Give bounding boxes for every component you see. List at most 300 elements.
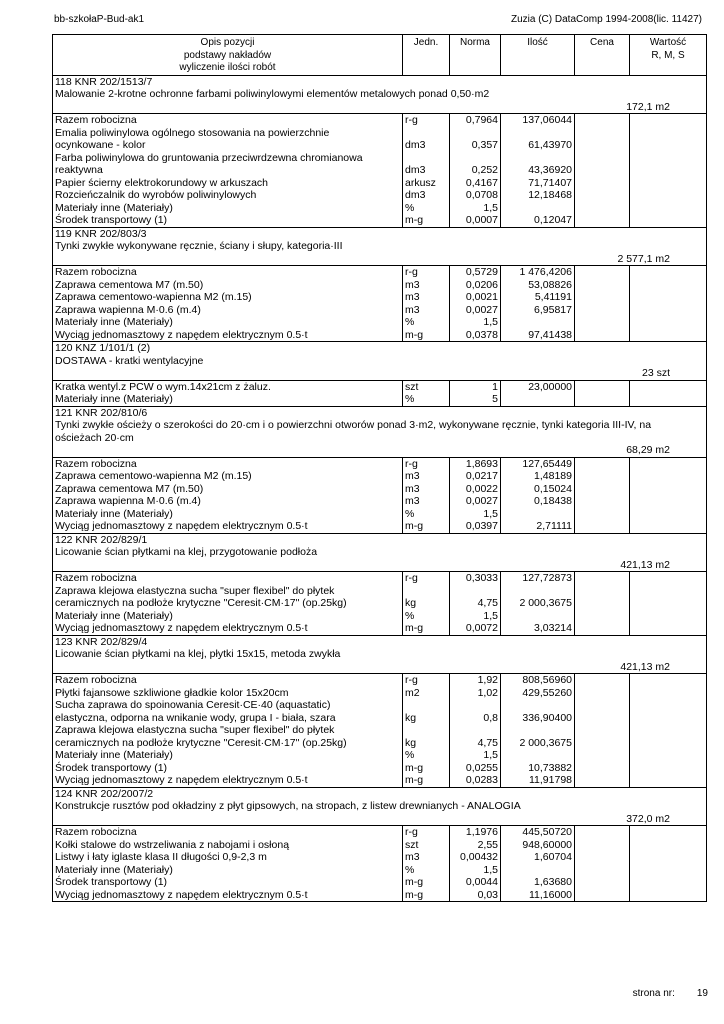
resource-norm: 1,5 (450, 864, 501, 877)
resource-price (575, 774, 630, 787)
resource-quantity: 3,03214 (501, 622, 575, 635)
position-code: 122 KNR 202/829/1 (53, 533, 707, 546)
position-quantity: 68,29 m2 (53, 444, 707, 457)
position-quantity-row (53, 101, 707, 114)
position-code-row (53, 406, 707, 419)
resource-norm (450, 699, 501, 712)
resource-norm: 1,5 (450, 610, 501, 623)
resource-quantity (501, 152, 575, 165)
resource-description: Sucha zaprawa do spoinowania Ceresit·CE·40 (aquastatic) (53, 699, 403, 712)
resource-quantity: 0,12047 (501, 214, 575, 227)
resource-price (575, 520, 630, 533)
resource-row (53, 304, 707, 317)
resource-quantity: 11,16000 (501, 889, 575, 902)
column-header-value-line-2: R, M, S (651, 49, 685, 61)
resource-value (630, 712, 707, 725)
resource-unit: m-g (403, 876, 450, 889)
resource-norm: 4,75 (450, 737, 501, 750)
position-title-row (53, 419, 707, 432)
resource-unit: m3 (403, 495, 450, 508)
resource-norm (450, 585, 501, 598)
resource-quantity: 53,08826 (501, 279, 575, 292)
resource-unit: m2 (403, 687, 450, 700)
resource-description: Razem robocizna (53, 674, 403, 687)
resource-value (630, 291, 707, 304)
resource-quantity: 61,43970 (501, 139, 575, 152)
resource-unit: r-g (403, 266, 450, 279)
resource-description: Razem robocizna (53, 826, 403, 839)
resource-price (575, 483, 630, 496)
resource-price (575, 457, 630, 470)
resource-quantity: 137,06044 (501, 114, 575, 127)
resource-row (53, 864, 707, 877)
resource-quantity: 11,91798 (501, 774, 575, 787)
resource-unit: % (403, 610, 450, 623)
resource-quantity (501, 699, 575, 712)
resource-norm: 0,5729 (450, 266, 501, 279)
resource-row (53, 762, 707, 775)
position-quantity-row (53, 367, 707, 380)
resource-norm (450, 127, 501, 140)
resource-quantity (501, 749, 575, 762)
resource-row (53, 202, 707, 215)
resource-unit: m3 (403, 291, 450, 304)
resource-price (575, 699, 630, 712)
resource-price (575, 214, 630, 227)
resource-unit: arkusz (403, 177, 450, 190)
position-code-row (53, 342, 707, 355)
resource-norm: 1,5 (450, 749, 501, 762)
resource-value (630, 585, 707, 598)
resource-row (53, 876, 707, 889)
resource-value (630, 114, 707, 127)
position-title-row (53, 355, 707, 368)
resource-value (630, 470, 707, 483)
resource-unit: dm3 (403, 139, 450, 152)
resource-value (630, 864, 707, 877)
resource-value (630, 889, 707, 902)
resource-unit: dm3 (403, 189, 450, 202)
resource-unit: kg (403, 597, 450, 610)
resource-description: Środek transportowy (1) (53, 876, 403, 889)
resource-description: Materiały inne (Materiały) (53, 202, 403, 215)
resource-price (575, 687, 630, 700)
resource-quantity: 1,48189 (501, 470, 575, 483)
resource-unit: m-g (403, 774, 450, 787)
resource-norm: 0,0255 (450, 762, 501, 775)
position-code-row (53, 75, 707, 88)
resource-quantity: 12,18468 (501, 189, 575, 202)
resource-description: ceramicznych na podłoże krytyczne "Ceresit·CM·17" (op.25kg) (53, 597, 403, 610)
resource-value (630, 876, 707, 889)
resource-price (575, 749, 630, 762)
resource-value (630, 152, 707, 165)
resource-description: elastyczna, odporna na wnikanie wody, grupa I - biała, szara (53, 712, 403, 725)
column-header-price: Cena (575, 35, 630, 76)
resource-description: Środek transportowy (1) (53, 762, 403, 775)
resource-norm: 0,0378 (450, 329, 501, 342)
resource-unit (403, 152, 450, 165)
cost-estimate-table (52, 34, 707, 902)
resource-unit: kg (403, 737, 450, 750)
resource-description: Papier ścierny elektrokorundowy w arkuszach (53, 177, 403, 190)
position-quantity-row (53, 661, 707, 674)
position-title: Licowanie ścian płytkami na klej, przygotowanie podłoża (53, 546, 707, 559)
resource-row (53, 380, 707, 393)
resource-quantity: 71,71407 (501, 177, 575, 190)
resource-unit: m-g (403, 622, 450, 635)
resource-norm: 0,00432 (450, 851, 501, 864)
resource-norm: 0,0022 (450, 483, 501, 496)
resource-value (630, 622, 707, 635)
resource-norm: 1,5 (450, 316, 501, 329)
position-title-row (53, 800, 707, 813)
resource-row (53, 508, 707, 521)
resource-norm: 0,4167 (450, 177, 501, 190)
resource-quantity: 127,72873 (501, 572, 575, 585)
resource-unit: m-g (403, 889, 450, 902)
resource-unit: m3 (403, 483, 450, 496)
resource-price (575, 202, 630, 215)
position-quantity-row (53, 813, 707, 826)
resource-price (575, 712, 630, 725)
resource-description: Materiały inne (Materiały) (53, 749, 403, 762)
resource-row (53, 483, 707, 496)
resource-price (575, 826, 630, 839)
resource-row (53, 177, 707, 190)
resource-value (630, 749, 707, 762)
resource-norm: 0,0044 (450, 876, 501, 889)
position-title-row (53, 240, 707, 253)
resource-norm: 0,0027 (450, 304, 501, 317)
resource-price (575, 622, 630, 635)
resource-unit: r-g (403, 572, 450, 585)
resource-price (575, 304, 630, 317)
resource-quantity (501, 393, 575, 406)
resource-unit: % (403, 202, 450, 215)
resource-value (630, 279, 707, 292)
resource-row (53, 610, 707, 623)
resource-norm (450, 724, 501, 737)
resource-value (630, 687, 707, 700)
resource-unit: % (403, 508, 450, 521)
resource-description: Razem robocizna (53, 572, 403, 585)
resource-price (575, 279, 630, 292)
resource-price (575, 597, 630, 610)
column-header-norm: Norma (450, 35, 501, 76)
position-code: 121 KNR 202/810/6 (53, 406, 707, 419)
position-title: Malowanie 2-krotne ochronne farbami poliwinylowymi elementów metalowych ponad 0,50·m2 (53, 88, 707, 101)
resource-description: Wyciąg jednomasztowy z napędem elektrycznym 0.5·t (53, 622, 403, 635)
resource-quantity: 10,73882 (501, 762, 575, 775)
position-code: 118 KNR 202/1513/7 (53, 75, 707, 88)
resource-price (575, 495, 630, 508)
resource-quantity: 948,60000 (501, 839, 575, 852)
resource-price (575, 470, 630, 483)
resource-description: Farba poliwinylowa do gruntowania przeciwrdzewna chromianowa (53, 152, 403, 165)
resource-unit (403, 699, 450, 712)
resource-row (53, 164, 707, 177)
software-license: Zuzia (C) DataComp 1994-2008(lic. 11427) (510, 14, 702, 25)
resource-row (53, 189, 707, 202)
resource-quantity: 1 476,4206 (501, 266, 575, 279)
column-header-value (630, 35, 707, 76)
resource-description: Zaprawa klejowa elastyczna sucha "super flexibel" do płytek (53, 724, 403, 737)
resource-description: Razem robocizna (53, 114, 403, 127)
resource-price (575, 889, 630, 902)
column-header-description-line-2: podstawy nakładów (183, 49, 272, 61)
resource-row (53, 214, 707, 227)
resource-value (630, 329, 707, 342)
position-quantity-row (53, 444, 707, 457)
resource-value (630, 202, 707, 215)
resource-unit: % (403, 749, 450, 762)
resource-row (53, 749, 707, 762)
resource-row (53, 495, 707, 508)
position-quantity: 372,0 m2 (53, 813, 707, 826)
resource-description: Razem robocizna (53, 457, 403, 470)
resource-quantity (501, 127, 575, 140)
resource-price (575, 380, 630, 393)
position-code-row (53, 635, 707, 648)
resource-value (630, 393, 707, 406)
resource-description: Zaprawa wapienna M·0.6 (m.4) (53, 495, 403, 508)
resource-row (53, 699, 707, 712)
resource-row (53, 712, 707, 725)
resource-value (630, 457, 707, 470)
resource-unit: m-g (403, 520, 450, 533)
position-title-row (53, 546, 707, 559)
resource-row (53, 329, 707, 342)
position-title: Tynki zwykłe ościeży o szerokości do 20·cm i o powierzchni otworów ponad 3·m2, wykonywane ręcznie, tynki kategoria III-IV, na (53, 419, 707, 432)
resource-value (630, 610, 707, 623)
resource-value (630, 189, 707, 202)
resource-unit: r-g (403, 114, 450, 127)
resource-row (53, 889, 707, 902)
resource-norm: 1,8693 (450, 457, 501, 470)
resource-price (575, 164, 630, 177)
resource-description: Emalia poliwinylowa ogólnego stosowania na powierzchnie (53, 127, 403, 140)
resource-unit: szt (403, 839, 450, 852)
position-title: ościeżach 20·cm (53, 432, 707, 445)
resource-row (53, 737, 707, 750)
resource-quantity: 23,00000 (501, 380, 575, 393)
position-code: 120 KNZ 1/101/1 (2) (53, 342, 707, 355)
table-header-row (53, 35, 707, 76)
resource-price (575, 393, 630, 406)
resource-unit: m3 (403, 279, 450, 292)
resource-price (575, 585, 630, 598)
resource-value (630, 520, 707, 533)
resource-description: Materiały inne (Materiały) (53, 864, 403, 877)
resource-norm: 1,92 (450, 674, 501, 687)
resource-unit: % (403, 316, 450, 329)
resource-description: Kołki stalowe do wstrzeliwania z nabojami i osłoną (53, 839, 403, 852)
resource-norm: 0,0206 (450, 279, 501, 292)
resource-row (53, 839, 707, 852)
resource-unit (403, 127, 450, 140)
resource-row (53, 572, 707, 585)
resource-norm: 0,8 (450, 712, 501, 725)
resource-quantity: 127,65449 (501, 457, 575, 470)
position-quantity-row (53, 559, 707, 572)
resource-row (53, 674, 707, 687)
column-header-quantity: Ilość (501, 35, 575, 76)
position-title-row (53, 432, 707, 445)
position-quantity: 421,13 m2 (53, 559, 707, 572)
resource-value (630, 139, 707, 152)
resource-description: Środek transportowy (1) (53, 214, 403, 227)
resource-description: Materiały inne (Materiały) (53, 316, 403, 329)
resource-quantity: 0,18438 (501, 495, 575, 508)
position-code: 123 KNR 202/829/4 (53, 635, 707, 648)
resource-price (575, 839, 630, 852)
position-code-row (53, 227, 707, 240)
resource-quantity: 97,41438 (501, 329, 575, 342)
resource-row (53, 520, 707, 533)
resource-norm: 0,357 (450, 139, 501, 152)
resource-norm: 0,0708 (450, 189, 501, 202)
resource-value (630, 826, 707, 839)
resource-price (575, 189, 630, 202)
position-quantity: 421,13 m2 (53, 661, 707, 674)
resource-norm: 0,0027 (450, 495, 501, 508)
position-quantity: 2 577,1 m2 (53, 253, 707, 266)
resource-quantity (501, 508, 575, 521)
resource-norm: 1,5 (450, 508, 501, 521)
resource-row (53, 457, 707, 470)
resource-price (575, 610, 630, 623)
resource-description: Zaprawa wapienna M·0.6 (m.4) (53, 304, 403, 317)
resource-quantity (501, 585, 575, 598)
resource-quantity: 6,95817 (501, 304, 575, 317)
resource-price (575, 674, 630, 687)
resource-unit: m3 (403, 304, 450, 317)
position-title: Licowanie ścian płytkami na klej, płytki 15x15, metoda zwykła (53, 648, 707, 661)
resource-quantity: 336,90400 (501, 712, 575, 725)
resource-quantity (501, 316, 575, 329)
resource-row (53, 139, 707, 152)
column-header-description-line-1: Opis pozycji (200, 37, 255, 48)
position-title-row (53, 88, 707, 101)
resource-value (630, 737, 707, 750)
resource-description: Listwy i łaty iglaste klasa II długości 0,9-2,3 m (53, 851, 403, 864)
resource-description: Zaprawa cementowo-wapienna M2 (m.15) (53, 291, 403, 304)
resource-description: Zaprawa klejowa elastyczna sucha "super flexibel" do płytek (53, 585, 403, 598)
position-title: DOSTAWA - kratki wentylacyjne (53, 355, 707, 368)
resource-unit (403, 585, 450, 598)
resource-value (630, 774, 707, 787)
resource-description: Wyciąg jednomasztowy z napędem elektrycznym 0.5·t (53, 520, 403, 533)
page-number-label: strona nr: (632, 988, 675, 999)
resource-unit: m3 (403, 851, 450, 864)
position-title: Tynki zwykłe wykonywane ręcznie, ściany i słupy, kategoria·III (53, 240, 707, 253)
resource-price (575, 114, 630, 127)
resource-value (630, 597, 707, 610)
resource-value (630, 762, 707, 775)
resource-quantity: 1,63680 (501, 876, 575, 889)
resource-price (575, 851, 630, 864)
resource-unit: % (403, 393, 450, 406)
resource-description: ocynkowane - kolor (53, 139, 403, 152)
resource-value (630, 851, 707, 864)
position-title-row (53, 648, 707, 661)
resource-description: ceramicznych na podłoże krytyczne "Ceresit·CM·17" (op.25kg) (53, 737, 403, 750)
resource-quantity (501, 202, 575, 215)
resource-value (630, 177, 707, 190)
resource-unit: szt (403, 380, 450, 393)
resource-norm: 0,252 (450, 164, 501, 177)
resource-value (630, 724, 707, 737)
position-title: Konstrukcje rusztów pod okładziny z płyt gipsowych, na stropach, z listew drewnianych - ANALOGIA (53, 800, 707, 813)
resource-price (575, 724, 630, 737)
resource-unit: r-g (403, 457, 450, 470)
resource-price (575, 139, 630, 152)
resource-value (630, 495, 707, 508)
resource-unit: m-g (403, 762, 450, 775)
resource-norm: 2,55 (450, 839, 501, 852)
resource-price (575, 291, 630, 304)
resource-description: Zaprawa cementowo-wapienna M2 (m.15) (53, 470, 403, 483)
resource-quantity (501, 724, 575, 737)
resource-quantity: 445,50720 (501, 826, 575, 839)
resource-description: Zaprawa cementowa M7 (m.50) (53, 483, 403, 496)
resource-row (53, 114, 707, 127)
resource-norm (450, 152, 501, 165)
resource-norm: 0,0283 (450, 774, 501, 787)
resource-unit: m-g (403, 214, 450, 227)
resource-quantity: 43,36920 (501, 164, 575, 177)
resource-value (630, 839, 707, 852)
resource-quantity: 429,55260 (501, 687, 575, 700)
resource-price (575, 329, 630, 342)
resource-row (53, 826, 707, 839)
resource-value (630, 572, 707, 585)
resource-row (53, 291, 707, 304)
resource-value (630, 508, 707, 521)
resource-row (53, 266, 707, 279)
resource-value (630, 380, 707, 393)
resource-unit: r-g (403, 674, 450, 687)
resource-value (630, 674, 707, 687)
resource-price (575, 127, 630, 140)
resource-norm: 0,03 (450, 889, 501, 902)
resource-norm: 0,0397 (450, 520, 501, 533)
resource-norm: 0,0007 (450, 214, 501, 227)
resource-value (630, 483, 707, 496)
resource-norm: 1,5 (450, 202, 501, 215)
resource-row (53, 393, 707, 406)
resource-row (53, 127, 707, 140)
resource-quantity (501, 610, 575, 623)
resource-quantity: 5,41191 (501, 291, 575, 304)
position-quantity-row (53, 253, 707, 266)
resource-description: Płytki fajansowe szkliwione gładkie kolor 15x20cm (53, 687, 403, 700)
resource-row (53, 470, 707, 483)
resource-price (575, 762, 630, 775)
resource-unit: m-g (403, 329, 450, 342)
position-quantity: 172,1 m2 (53, 101, 707, 114)
position-code: 119 KNR 202/803/3 (53, 227, 707, 240)
column-header-description-line-3: wyliczenie ilości robót (179, 62, 276, 73)
resource-quantity: 2 000,3675 (501, 597, 575, 610)
resource-unit: m3 (403, 470, 450, 483)
resource-row (53, 597, 707, 610)
position-code-row (53, 787, 707, 800)
resource-description: Wyciąg jednomasztowy z napędem elektrycznym 0.5·t (53, 774, 403, 787)
resource-value (630, 304, 707, 317)
column-header-value-line-1: Wartość (649, 37, 687, 48)
